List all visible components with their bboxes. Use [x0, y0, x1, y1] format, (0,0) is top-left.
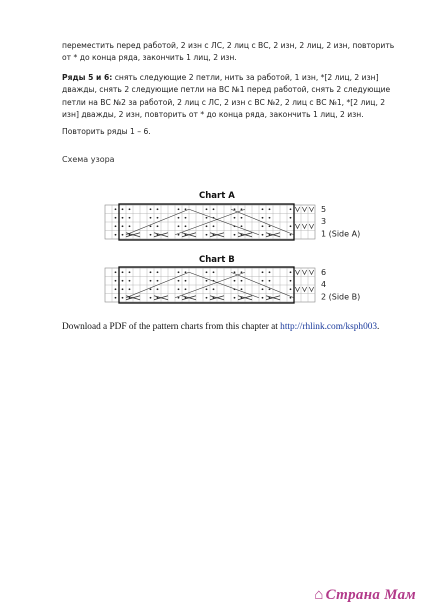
- watermark-text: Страна Мам: [325, 587, 416, 603]
- chart-a-purl-dot: [206, 234, 208, 236]
- chart-b-row-label: 2 (Side B): [321, 292, 361, 302]
- download-end: .: [377, 322, 380, 332]
- chart-a-purl-dot: [150, 225, 152, 227]
- chart-a-purl-dot: [206, 217, 208, 219]
- house-icon: ⌂: [314, 587, 324, 603]
- chart-b-row-label: 6: [321, 267, 327, 277]
- chart-b-purl-dot: [262, 297, 264, 299]
- site-watermark: [314, 587, 416, 604]
- chart-b-title: Chart B: [199, 255, 235, 265]
- schema-label: Схема узора: [62, 155, 115, 164]
- chart-a-purl-dot: [241, 225, 243, 227]
- chart-a-purl-dot: [185, 217, 187, 219]
- chart-a-purl-dot: [157, 225, 159, 227]
- chart-b-purl-dot: [262, 288, 264, 290]
- chart-a-purl-dot: [115, 208, 117, 210]
- chart-b-row-label: 4: [321, 280, 327, 290]
- chart-b-purl-dot: [150, 271, 152, 273]
- chart-b-purl-dot: [234, 271, 236, 273]
- chart-a-purl-dot: [178, 208, 180, 210]
- chart-a-purl-dot: [234, 234, 236, 236]
- chart-a-purl-dot: [262, 217, 264, 219]
- download-note: [62, 322, 422, 332]
- chart-a-purl-dot: [290, 234, 292, 236]
- chart-a-purl-dot: [150, 208, 152, 210]
- chart-a-row-label: 5: [321, 204, 327, 214]
- chart-b-purl-dot: [269, 271, 271, 273]
- chart-a-purl-dot: [115, 217, 117, 219]
- chart-a-row-label: 1 (Side A): [321, 229, 361, 239]
- instruction-paragraph-1: переместить перед работой, 2 изн с ЛС, 2 лиц с ВС, 2 изн, 2 лиц, 2 изн, повторить от * до конца ряда, закончить 1 лиц, 2 изн.: [62, 41, 395, 63]
- chart-b-purl-dot: [234, 280, 236, 282]
- chart-b-purl-dot: [115, 271, 117, 273]
- chart-a-purl-dot: [206, 225, 208, 227]
- chart-a-purl-dot: [129, 208, 131, 210]
- chart-a-purl-dot: [122, 234, 124, 236]
- chart-a-purl-dot: [262, 225, 264, 227]
- rows-5-6-body: снять следующие 2 петли, нить за работой, 1 изн, *[2 лиц, 2 изн] дважды, снять 2 следующие петли на ВС №1 перед работой, снять 2 следующие петли на ВС №2 за работой, 2 лиц с ЛС, 2 изн с ВС №2, 2 лиц с ВС №1, *[2 лиц, 2 изн] дважды, 2 изн, повторить от * до конца ряда, закончить 1 лиц, 2 изн.: [62, 73, 391, 120]
- download-link[interactable]: http://rhlink.com/ksph003: [280, 322, 378, 332]
- chart-b-purl-dot: [157, 271, 159, 273]
- chart-b-purl-dot: [157, 280, 159, 282]
- chart-a-purl-dot: [185, 225, 187, 227]
- chart-b-purl-dot: [178, 288, 180, 290]
- chart-b-purl-dot: [262, 280, 264, 282]
- chart-b-purl-dot: [241, 288, 243, 290]
- chart-a-purl-dot: [213, 208, 215, 210]
- chart-b-purl-dot: [122, 271, 124, 273]
- chart-b-purl-dot: [290, 288, 292, 290]
- chart-b-purl-dot: [206, 288, 208, 290]
- chart-a-purl-dot: [290, 225, 292, 227]
- chart-a-purl-dot: [178, 217, 180, 219]
- chart-b-purl-dot: [129, 271, 131, 273]
- chart-b-purl-dot: [115, 297, 117, 299]
- chart-b-purl-dot: [269, 280, 271, 282]
- chart-b-purl-dot: [290, 280, 292, 282]
- chart-a-purl-dot: [115, 234, 117, 236]
- chart-a-purl-dot: [115, 225, 117, 227]
- chart-a-purl-dot: [129, 225, 131, 227]
- chart-a-purl-dot: [241, 208, 243, 210]
- chart-a-purl-dot: [262, 234, 264, 236]
- chart-b-purl-dot: [206, 271, 208, 273]
- chart-b-purl-dot: [129, 280, 131, 282]
- chart-b-purl-dot: [234, 297, 236, 299]
- chart-b-purl-dot: [115, 288, 117, 290]
- chart-b-purl-dot: [185, 271, 187, 273]
- chart-a-purl-dot: [241, 217, 243, 219]
- chart-a-purl-dot: [150, 217, 152, 219]
- chart-b-purl-dot: [122, 297, 124, 299]
- chart-a-purl-dot: [185, 208, 187, 210]
- chart-b-purl-dot: [241, 280, 243, 282]
- chart-b-purl-dot: [150, 280, 152, 282]
- chart-b-purl-dot: [290, 297, 292, 299]
- chart-a-purl-dot: [269, 225, 271, 227]
- chart-b-purl-dot: [241, 271, 243, 273]
- chart-b-purl-dot: [213, 288, 215, 290]
- chart-a-purl-dot: [269, 208, 271, 210]
- chart-a-purl-dot: [178, 225, 180, 227]
- chart-b-purl-dot: [157, 288, 159, 290]
- chart-a-purl-dot: [129, 217, 131, 219]
- chart-b-purl-dot: [150, 297, 152, 299]
- chart-a-purl-dot: [206, 208, 208, 210]
- chart-b-purl-dot: [122, 280, 124, 282]
- chart-b-purl-dot: [178, 280, 180, 282]
- chart-a-title: Chart A: [199, 191, 235, 201]
- chart-a-purl-dot: [150, 234, 152, 236]
- chart-b-purl-dot: [185, 288, 187, 290]
- chart-a-purl-dot: [122, 225, 124, 227]
- chart-b-purl-dot: [262, 271, 264, 273]
- chart-a-purl-dot: [157, 208, 159, 210]
- chart-a-purl-dot: [157, 217, 159, 219]
- chart-a-purl-dot: [122, 208, 124, 210]
- chart-a-purl-dot: [234, 208, 236, 210]
- chart-b-purl-dot: [178, 297, 180, 299]
- chart-a-purl-dot: [290, 217, 292, 219]
- chart-a-purl-dot: [290, 208, 292, 210]
- instruction-paragraph-repeat: Повторить ряды 1 – 6.: [62, 127, 151, 136]
- chart-a-purl-dot: [122, 217, 124, 219]
- chart-a-row-label: 3: [321, 217, 327, 227]
- chart-b-purl-dot: [213, 271, 215, 273]
- chart-a-purl-dot: [269, 217, 271, 219]
- chart-a-purl-dot: [213, 225, 215, 227]
- rows-5-6-heading: Ряды 5 и 6:: [62, 73, 113, 82]
- chart-a-purl-dot: [178, 234, 180, 236]
- chart-b-purl-dot: [122, 288, 124, 290]
- download-text: Download a PDF of the pattern charts from this chapter at: [62, 322, 281, 332]
- chart-b-purl-dot: [178, 271, 180, 273]
- chart-a-purl-dot: [262, 208, 264, 210]
- chart-b-purl-dot: [269, 288, 271, 290]
- chart-b-purl-dot: [185, 280, 187, 282]
- chart-b-purl-dot: [206, 280, 208, 282]
- chart-b-purl-dot: [150, 288, 152, 290]
- chart-b-purl-dot: [290, 271, 292, 273]
- chart-b-purl-dot: [115, 280, 117, 282]
- chart-b-purl-dot: [129, 288, 131, 290]
- chart-b-purl-dot: [206, 297, 208, 299]
- chart-a-purl-dot: [234, 217, 236, 219]
